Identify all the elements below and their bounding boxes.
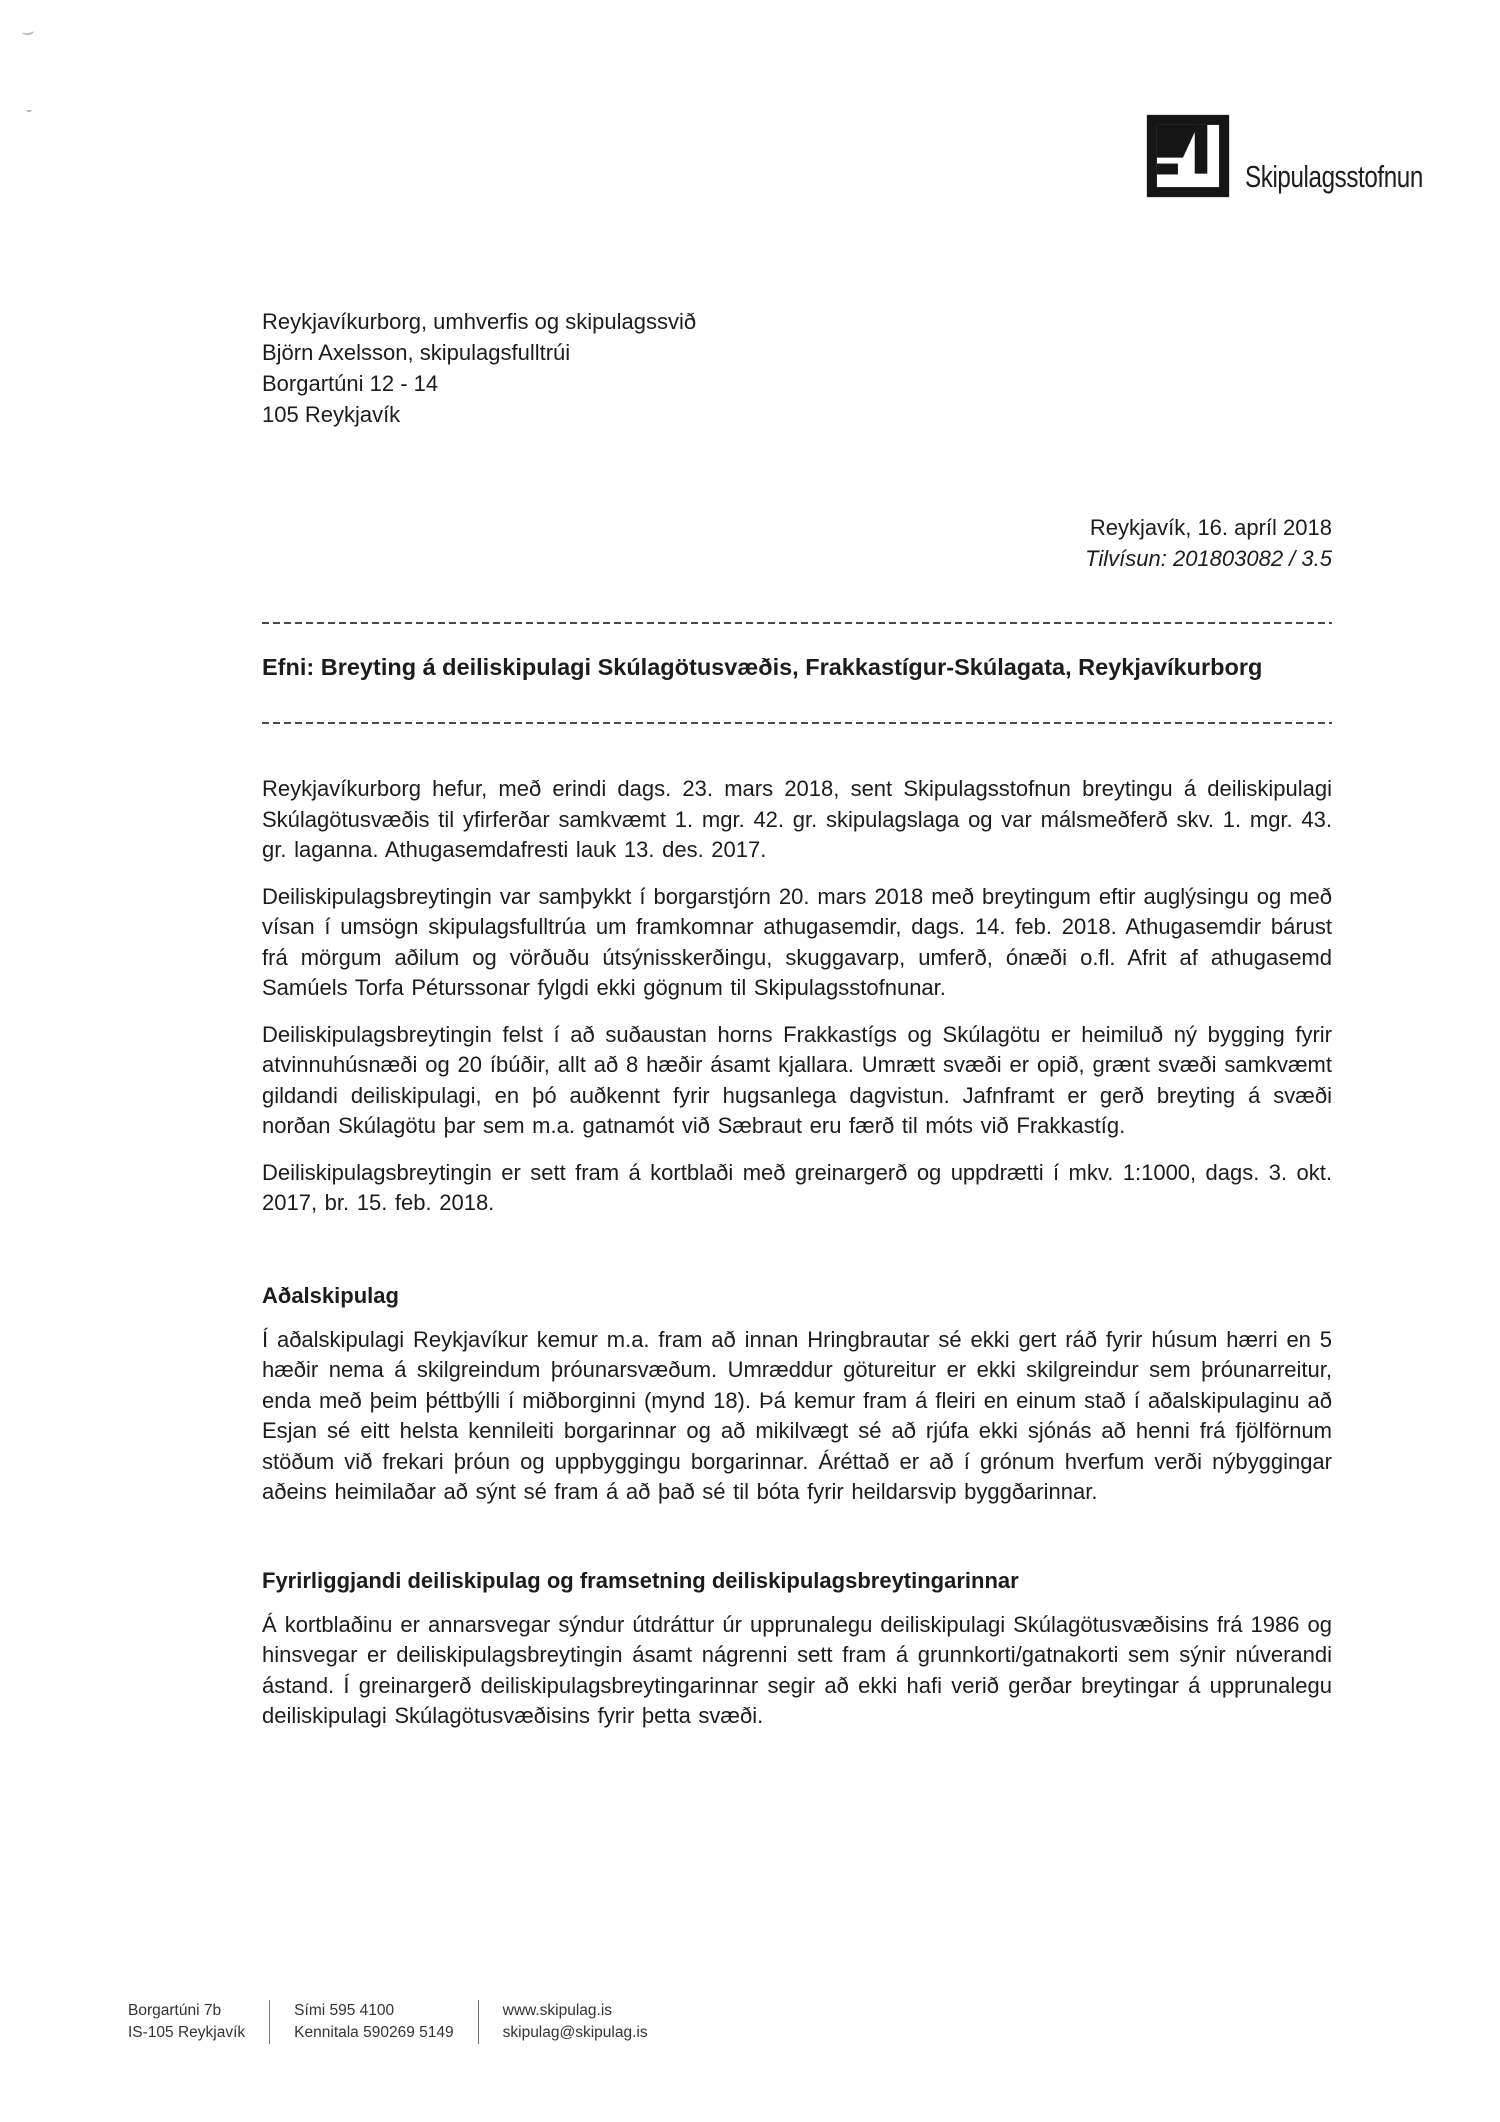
agency-name: Skipulagsstofnun	[1245, 159, 1423, 194]
footer-contact-column	[269, 2000, 477, 2044]
section-body: Í aðalskipulagi Reykjavíkur kemur m.a. fram að innan Hringbrautar sé ekki gert ráð fyrir húsum hærri en 5 hæðir nema á skilgreindum þróunarsvæðum. Umræddur götureitur er ekki skilgreindur sem þróunarreitur, enda með þeim þéttbýlli í miðborginni (mynd 18). Þá kemur fram á fleiri en einum stað í aðalskipulaginu að Esjan sé eitt helsta kennileiti borgarinnar og að mikilvægt sé að rjúfa ekki sjónás að henni frá fjölförnum stöðum við frekari þróun og uppbyggingu borgarinnar. Áréttað er að í grónum hverfum verði nýbyggingar aðeins heimilaðar að sýnt sé fram á að það sé til bóta fyrir heildarsvip byggðarinnar.	[262, 1326, 1332, 1504]
letter-body	[262, 0, 1332, 1732]
footer-company-id: Kennitala 590269 5149	[294, 2024, 454, 2041]
recipient-line: 105 Reykjavík	[262, 402, 401, 427]
divider-line	[262, 722, 1332, 724]
body-paragraph: Reykjavíkurborg hefur, með erindi dags. 23. mars 2018, sent Skipulagsstofnun breytingu á deiliskipulagi Skúlagötusvæðis til yfirferðar samkvæmt 1. mgr. 42. gr. skipulagslaga og var málsmeðferð skv. 1. mgr. 43. gr. laganna. Athugasemdafresti lauk 13. des. 2017.	[262, 776, 1332, 862]
recipient-address-block	[262, 306, 1332, 430]
footer-email: skipulag@skipulag.is	[502, 2024, 648, 2041]
footer-address-column	[128, 2000, 269, 2044]
letter-footer	[128, 2000, 672, 2044]
footer-phone: Sími 595 4100	[294, 2002, 395, 2019]
subject-heading: Efni: Breyting á deiliskipulagi Skúlagötusvæðis, Frakkastígur-Skúlagata, Reykjavíkurborg	[262, 654, 1263, 680]
body-paragraph: Deiliskipulagsbreytingin var samþykkt í borgarstjórn 20. mars 2018 með breytingum eftir auglýsingu og með vísan í umsögn skipulagsfulltrúa um framkomnar athugasemdir, dags. 14. feb. 2018. Athugasemdir bárust frá mörgum aðilum og vörðuðu útsýnisskerðingu, skuggavarp, umferð, ónæði o.fl. Afrit af athugasemd Samúels Torfa Péturssonar fylgdi ekki gögnum til Skipulagsstofnunar.	[262, 883, 1332, 1000]
section-body: Á kortblaðinu er annarsvegar sýndur útdráttur úr upprunalegu deiliskipulagi Skúlagötusvæðisins frá 1986 og hinsvegar er deiliskipulagsbreytingin ásamt nágrenni sett fram á grunnkorti/gatnakorti sem sýnir núverandi ástand. Í greinargerð deiliskipulagsbreytingarinnar segir að ekki hafi verið gerðar breytingar á upprunalegu deiliskipulagi Skúlagötusvæðisins fyrir þetta svæði.	[262, 1611, 1332, 1728]
scan-artifact	[26, 108, 32, 112]
footer-web-column	[478, 2000, 672, 2044]
body-paragraph: Deiliskipulagsbreytingin felst í að suðaustan horns Frakkastígs og Skúlagötu er heimiluð ný bygging fyrir atvinnuhúsnæði og 20 íbúðir, allt að 8 hæðir ásamt kjallara. Umrætt svæði er opið, grænt svæði samkvæmt gildandi deiliskipulagi, en þó auðkennt fyrir hugsanlega dagvistun. Jafnframt er gerð breyting á svæði norðan Skúlagötu þar sem m.a. gatnamót við Sæbraut eru færð til móts við Frakkastíg.	[262, 1021, 1332, 1138]
recipient-line: Borgartúni 12 - 14	[262, 371, 439, 396]
date-reference-block	[262, 512, 1332, 574]
footer-street: Borgartúni 7b	[128, 2002, 222, 2019]
section-heading-adalskipulag: Aðalskipulag	[262, 1282, 399, 1308]
body-paragraph: Deiliskipulagsbreytingin er sett fram á kortblaði með greinargerð og uppdrætti í mkv. 1:1000, dags. 3. okt. 2017, br. 15. feb. 2018.	[262, 1159, 1332, 1215]
divider-line	[262, 622, 1332, 624]
recipient-line: Björn Axelsson, skipulagsfulltrúi	[262, 340, 571, 365]
reference-number: Tilvísun: 201803082 / 3.5	[1085, 546, 1332, 571]
scan-artifact	[22, 27, 35, 36]
place-and-date: Reykjavík, 16. apríl 2018	[1089, 515, 1332, 540]
footer-city: IS-105 Reykjavík	[128, 2024, 246, 2041]
section-heading-fyrirliggjandi: Fyrirliggjandi deiliskipulag og framsetning deiliskipulagsbreytingarinnar	[262, 1567, 1019, 1593]
footer-website: www.skipulag.is	[502, 2002, 613, 2019]
recipient-line: Reykjavíkurborg, umhverfis og skipulagssvið	[262, 309, 697, 334]
